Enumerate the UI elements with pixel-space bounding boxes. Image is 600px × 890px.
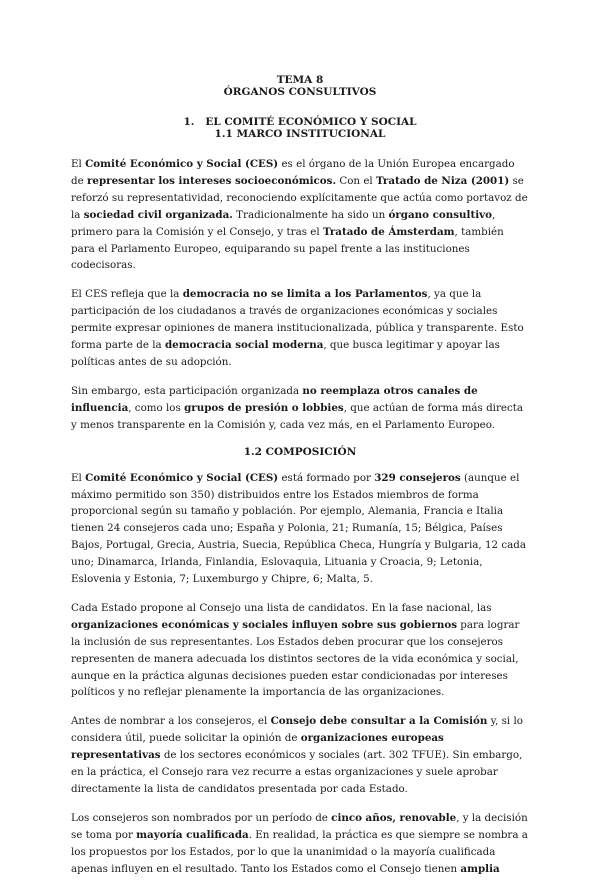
paragraph <box>71 286 529 371</box>
paragraph <box>71 470 529 588</box>
bold-text-run: Tratado de Niza (2001) <box>375 174 510 187</box>
text-run: Tradicionalmente ha sido un <box>232 208 389 221</box>
text-run: , ya que la participación de los ciudadanos a través de organizaciones económicas y sociales permite expresar opiniones de manera institucionalizada, pública y transparente. Esto forma parte de la <box>71 288 524 352</box>
text-run: está formado por <box>278 471 375 484</box>
text-run: El <box>71 158 86 170</box>
text-run: Sin embargo, esta participación organizada <box>71 384 303 397</box>
text-run: El <box>71 471 86 484</box>
bold-text-run: cinco años, renovable <box>331 811 457 824</box>
bold-text-run: grupos de presión o lobbies <box>184 401 344 414</box>
bold-text-run: organizaciones europeas representativas <box>71 732 444 762</box>
topic-number-heading: TEMA 8 <box>276 74 324 86</box>
text-run: , también para el Parlamento Europeo, equiparando su papel frente a las instituciones codecisoras. <box>71 225 504 272</box>
text-run: (aunque el máximo permitido son 350) distribuidos entre los Estados miembros de forma proporcional según su tamaño y población. Por ejemplo, Alemania, Francia e Italia tienen 24 consejeros cada uno; España y Polonia, 21; Rumanía, 15; Bélgica, Países Bajos, Portugal, Grecia, Austria, Suecia, República Checa, Hungría y Bulgaria, 12 cada uno; Dinamarca, Irlanda, Finlandia, Eslovaquia, Lituania y Croacia, 9; Letonia, Eslovenia y Estonia, 7; Luxemburgo y Chipre, 6; Malta, 5. <box>71 471 526 586</box>
paragraph <box>71 156 529 274</box>
bold-text-run: representar los intereses socioeconómicos. <box>86 174 337 187</box>
bold-text-run: democracia no se limita a los Parlamentos <box>182 288 428 301</box>
text-run: Antes de nombrar a los consejeros, el <box>71 715 271 728</box>
paragraph <box>71 810 529 878</box>
bold-text-run: Tratado de Ámsterdam <box>322 225 455 238</box>
text-run: Cada Estado propone al Consejo una lista de candidatos. En la fase nacional, las <box>71 601 492 614</box>
bold-text-run: 329 consejeros <box>374 471 461 484</box>
text-run: , que actúan de forma más directa y menos transparente en la Comisión y, cada vez más, en el Parlamento Europeo. <box>71 401 524 431</box>
text-run: se reforzó su representatividad, reconociendo explícitamente que actúa como portavoz de la <box>71 174 528 221</box>
text-run: , primero para la Comisión y el Consejo, y tras el <box>71 208 496 238</box>
text-run: es el órgano de la Unión Europea encargado de <box>71 158 515 187</box>
topic-title-heading: ÓRGANOS CONSULTIVOS <box>223 86 377 98</box>
bold-text-run: organizaciones económicas y sociales influyen sobre sus gobiernos <box>71 618 458 631</box>
bold-text-run: Consejo debe consultar a la Comisión <box>270 715 488 728</box>
bold-text-run: amplia <box>460 862 500 875</box>
paragraph <box>71 383 529 434</box>
text-run: de los sectores económicos y sociales (art. 302 TFUE). Sin embargo, en la práctica, el Consejo rara vez recurre a estas organizaciones y suele aprobar directamente la lista de candidatos presentada por cada Estado. <box>71 749 523 795</box>
text-run: para lograr la inclusión de sus representantes. Los Estados deben procurar que los consejeros representen de manera adecuada los distintos sectores de la vida económica y social, aunque en la práctica algunas decisiones pueden estar condicionadas por intereses políticos y no reflejar plenamente la importancia de las organizaciones. <box>71 618 520 699</box>
bold-text-run: mayoría cualificada <box>136 828 249 841</box>
subsection-heading-marco: 1.1 MARCO INSTITUCIONAL <box>214 128 386 140</box>
bold-text-run: no reemplaza otros canales de influencia <box>71 384 478 414</box>
text-run: , y la decisión se toma por <box>71 811 528 841</box>
paragraph <box>71 600 529 701</box>
text-run: El CES refleja que la <box>71 288 183 301</box>
bold-text-run: sociedad civil organizada. <box>83 208 233 221</box>
text-run: Con el <box>336 174 376 187</box>
text-run: . En realidad, la práctica es que siempre se nombra a los propuestos por los Estados, por lo que la unanimidad o la mayoría cualificada apenas influyen en el resultado. Tanto los Estados como el Consejo tienen <box>71 828 528 875</box>
section-heading: 1. EL COMITÉ ECONÓMICO Y SOCIAL <box>183 116 417 128</box>
subsection-heading-composicion: 1.2 COMPOSICIÓN <box>243 445 357 458</box>
paragraph <box>71 713 529 798</box>
text-run: , como los <box>128 401 185 414</box>
text-run: Los consejeros son nombrados por un período de <box>71 811 332 824</box>
text-run: , que busca legitimar y apoyar las políticas antes de su adopción. <box>71 339 500 368</box>
bold-text-run: Comité Económico y Social (CES) <box>85 158 279 170</box>
bold-text-run: Comité Económico y Social (CES) <box>85 471 279 484</box>
text-run: y, si lo considera útil, puede solicitar la opinión de <box>71 715 523 745</box>
bold-text-run: órgano consultivo <box>388 208 492 221</box>
bold-text-run: democracia social moderna <box>164 339 324 352</box>
document-page <box>71 74 529 890</box>
